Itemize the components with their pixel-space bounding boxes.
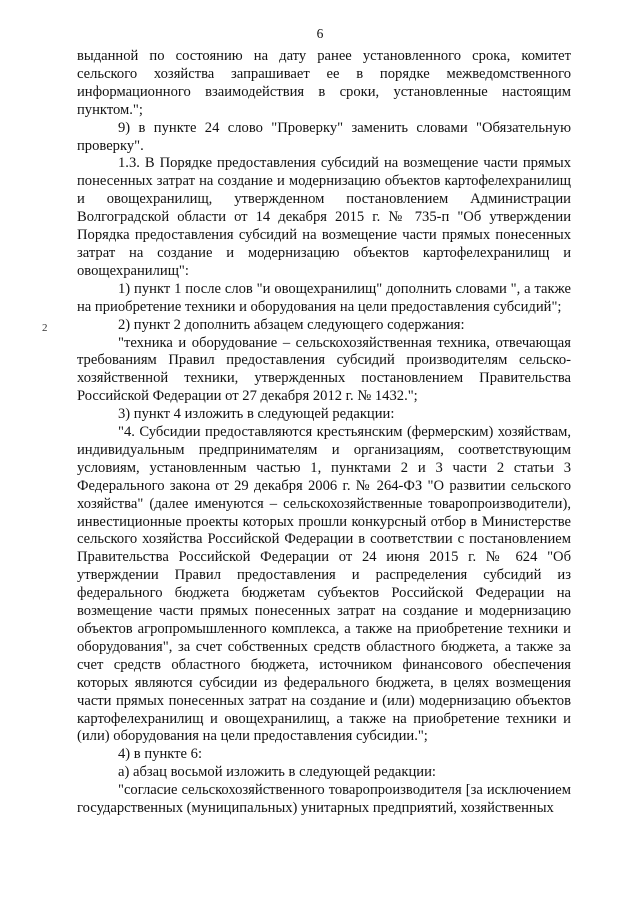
paragraph-item-3: 3) пункт 4 изложить в следующей редакции: [118, 406, 395, 423]
margin-mark: 2 [42, 322, 48, 334]
paragraph-item-1: 1) пункт 1 после слов "и овощехранилищ" дополнить словами ", а также на приобретение техники и оборудования на цели предоставления субсидий"; [77, 280, 571, 315]
document-body [77, 48, 571, 818]
paragraph-item-9: 9) в пункте 24 слово "Проверку" заменить словами "Обязательную проверку". [77, 119, 571, 154]
paragraph-item-3-quote: "4. Субсидии предоставляются крестьянским (фермерским) хозяйствам, индивидуальным предпринимателям и организациям, соответствующим условиям, установленным частью 1, пунктами 2 и 3 части 2 статьи 3 Федерального закона от 29 декабря 2006 г. № 264-ФЗ "О развитии сельского хозяйства" (далее именуются – сельскохозяйственные товаропроизводители), инвестиционные проекты которых прошли конкурсный отбор в Министерстве сельского хозяйства Российской Федерации в соответствии с постановлением Правительства Российской Федерации от 24 июня 2015 г. № 624 "Об утверждении Правил предоставления и распределения субсидий из федерального бюджета бюджетам субъектов Российской Федерации на возмещение части прямых понесенных затрат на создание и модернизацию объектов агропромышленного комплекса, а также на приобретение техники и оборудования", за счет собственных средств областного бюджета, а также за счет средств областного бюджета, источником финансового обеспечения которых являются субсидии из федерального бюджета, в целях возмещения части прямых понесенных затрат на создание и (или) модернизацию объектов картофелехранилищ и овощехранилищ, а также на приобретение техники и (или) оборудования на цели предоставления субсидии."; [77, 424, 571, 745]
paragraph-section-1-3: 1.3. В Порядке предоставления субсидий на возмещение части прямых понесенных затрат на создание и модернизацию объектов картофелехранилищ и овощехранилищ, утвержденном постановлением Администрации Волгоградской области от 14 декабря 2015 г. № 735-п "Об утверждении Порядка предоставления субсидий на возмещение части прямых понесенных затрат на создание и модернизацию объектов картофелехранилищ и овощехранилищ": [77, 155, 571, 279]
paragraph-item-2: 2) пункт 2 дополнить абзацем следующего содержания: [118, 316, 465, 333]
page-number: 6 [316, 26, 324, 41]
paragraph-continuation: выданной по состоянию на дату ранее установленного срока, комитет сельского хозяйства запрашивает ее в порядке межведомственного информационного взаимодействия в сроки, установленные настоящим пунктом."; [77, 48, 571, 118]
paragraph-item-4a: а) абзац восьмой изложить в следующей редакции: [118, 764, 436, 781]
paragraph-item-4: 4) в пункте 6: [118, 746, 203, 763]
paragraph-item-2-quote: "техника и оборудование – сельскохозяйственная техника, отвечающая требованиям Правил предоставления субсидий производителям сельско-хозяйственной техники, утвержденных постановлением Правительства Российской Федерации от 27 декабря 2012 г. № 1432."; [77, 334, 571, 405]
paragraph-item-4a-quote: "согласие сельскохозяйственного товаропроизводителя [за исключением государственных (муниципальных) унитарных предприятий, хозяйственных [77, 782, 571, 817]
